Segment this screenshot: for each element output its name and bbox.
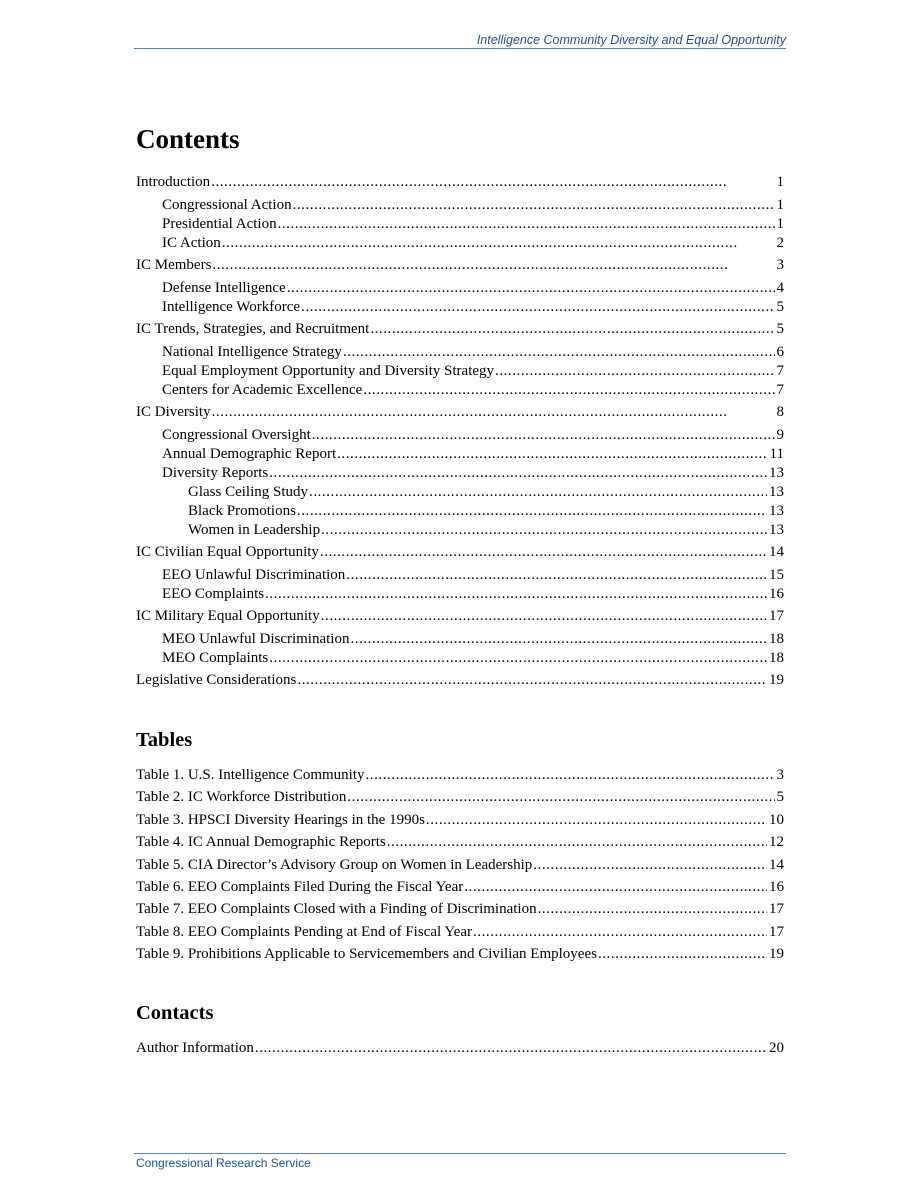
dot-leader [346,566,767,585]
entry-page-number: 19 [769,946,784,963]
entry-title: Black Promotions [188,502,296,519]
entry-title: Table 8. EEO Complaints Pending at End of Fiscal Year [136,923,472,940]
toc-entry[interactable] [136,234,784,253]
entry-title: Table 2. IC Workforce Distribution [136,789,347,806]
dot-leader [495,362,774,381]
entry-title: Centers for Academic Excellence [162,381,363,398]
toc-entry[interactable] [136,483,784,502]
dot-leader [343,343,775,362]
toc-entry[interactable] [136,585,784,604]
table-entry[interactable] [136,786,784,808]
dot-leader [255,1037,767,1059]
entry-title: Table 7. EEO Complaints Closed with a Finding of Discrimination [136,901,537,918]
dot-leader [265,585,767,604]
table-entry[interactable] [136,831,784,853]
toc-entry[interactable] [136,521,784,540]
dot-leader [212,256,774,275]
entry-title: IC Members [136,257,212,273]
toc-entry[interactable] [136,196,784,215]
dot-leader [598,943,767,965]
entry-page-number: 6 [776,343,784,360]
entry-title: IC Diversity [136,404,211,420]
entry-page-number: 16 [769,878,784,895]
entry-page-number: 5 [776,321,784,337]
entry-title: Equal Employment Opportunity and Diversity Strategy [162,362,495,379]
entry-title: Diversity Reports [162,464,269,481]
table-entry[interactable] [136,943,784,965]
dot-leader [350,630,767,649]
dot-leader [287,279,775,298]
dot-leader [426,809,767,831]
toc-entry[interactable] [136,566,784,585]
table-entry[interactable] [136,876,784,898]
entry-title: Table 4. IC Annual Demographic Reports [136,834,386,851]
table-entry[interactable] [136,854,784,876]
dot-leader [337,445,767,464]
entry-title: Table 5. CIA Director’s Advisory Group on Women in Leadership [136,856,533,873]
entry-page-number: 12 [769,834,784,851]
entry-title: IC Civilian Equal Opportunity [136,544,319,560]
tables-heading: Tables [136,729,193,751]
entry-page-number: 13 [769,502,784,519]
entry-title: Legislative Considerations [136,672,297,688]
entry-page-number: 20 [769,1040,784,1056]
dot-leader [269,649,767,668]
dot-leader [473,921,767,943]
dot-leader [347,786,774,808]
entry-page-number: 13 [769,464,784,481]
entry-page-number: 13 [769,521,784,538]
toc-entry[interactable] [136,607,784,626]
entry-title: National Intelligence Strategy [162,343,342,360]
dot-leader [387,831,767,853]
entry-page-number: 5 [776,298,784,315]
entry-page-number: 3 [776,767,784,783]
entry-page-number: 4 [776,279,784,296]
entry-title: MEO Complaints [162,649,269,666]
entry-title: IC Trends, Strategies, and Recruitment [136,321,370,337]
dot-leader [211,173,774,192]
entry-page-number: 17 [769,923,784,940]
entry-title: Women in Leadership [188,521,321,538]
entry-page-number: 14 [769,544,784,560]
toc-entry[interactable] [136,445,784,464]
entry-title: Annual Demographic Report [162,445,337,462]
entry-title: IC Action [162,234,221,251]
dot-leader [321,521,767,540]
entry-page-number: 16 [769,585,784,602]
entry-page-number: 7 [776,362,784,379]
running-footer: Congressional Research Service [136,1156,311,1170]
dot-leader [309,483,767,502]
entry-title: Defense Intelligence [162,279,286,296]
table-entry[interactable] [136,764,784,786]
entry-page-number: 18 [769,649,784,666]
dot-leader [297,671,767,690]
contents-list [136,173,784,690]
toc-entry[interactable] [136,502,784,521]
entry-page-number: 15 [769,566,784,583]
entry-title: Congressional Action [162,196,292,213]
dot-leader [301,298,774,317]
table-entry[interactable] [136,809,784,831]
tables-list [136,764,784,966]
toc-entry[interactable] [136,279,784,298]
entry-title: Table 6. EEO Complaints Filed During the Fiscal Year [136,878,464,895]
dot-leader [363,381,774,400]
entry-title: Table 9. Prohibitions Applicable to Servicemembers and Civilian Employees [136,946,597,963]
dot-leader [293,196,775,215]
entry-title: MEO Unlawful Discrimination [162,630,350,647]
table-entry[interactable] [136,921,784,943]
entry-page-number: 11 [769,445,784,462]
toc-entry[interactable] [136,426,784,445]
toc-entry[interactable] [136,343,784,362]
entry-page-number: 14 [769,856,784,873]
entry-page-number: 18 [769,630,784,647]
toc-entry[interactable] [136,649,784,668]
contents-heading: Contents [136,124,240,154]
entry-page-number: 17 [769,901,784,918]
entry-page-number: 17 [769,608,784,624]
dot-leader [312,426,775,445]
toc-entry[interactable] [136,362,784,381]
dot-leader [278,215,775,234]
entry-title: Table 3. HPSCI Diversity Hearings in the 1990s [136,811,425,828]
toc-entry[interactable] [136,381,784,400]
entry-title: Presidential Action [162,215,277,232]
entry-title: EEO Complaints [162,585,265,602]
entry-title: Intelligence Workforce [162,298,301,315]
table-entry[interactable] [136,1037,784,1059]
toc-entry[interactable] [136,630,784,649]
entry-title: Author Information [136,1040,254,1056]
entry-page-number: 7 [776,381,784,398]
toc-entry[interactable] [136,543,784,562]
dot-leader [321,607,767,626]
dot-leader [212,403,775,422]
dot-leader [320,543,767,562]
entry-title: Congressional Oversight [162,426,311,443]
entry-page-number: 3 [776,257,784,273]
contacts-heading: Contacts [136,1002,214,1024]
toc-entry[interactable] [136,403,784,422]
toc-entry[interactable] [136,215,784,234]
entry-page-number: 1 [776,196,784,213]
toc-entry[interactable] [136,256,784,275]
toc-entry[interactable] [136,320,784,339]
table-entry[interactable] [136,898,784,920]
entry-title: Glass Ceiling Study [188,483,309,500]
contacts-list [136,1037,784,1059]
header-rule [134,48,786,49]
dot-leader [269,464,767,483]
entry-title: EEO Unlawful Discrimination [162,566,346,583]
dot-leader [366,764,775,786]
dot-leader [464,876,767,898]
entry-page-number: 10 [769,811,784,828]
dot-leader [533,854,767,876]
entry-title: IC Military Equal Opportunity [136,608,320,624]
footer-rule [134,1153,786,1154]
entry-page-number: 1 [776,215,784,232]
entry-title: Introduction [136,174,211,190]
entry-page-number: 13 [769,483,784,500]
dot-leader [297,502,767,521]
dot-leader [222,234,775,253]
entry-page-number: 2 [776,234,784,251]
entry-page-number: 9 [776,426,784,443]
entry-page-number: 8 [776,404,784,420]
toc-entry[interactable] [136,173,784,192]
entry-page-number: 5 [776,789,784,806]
dot-leader [370,320,774,339]
running-header: Intelligence Community Diversity and Equal Opportunity [476,33,786,47]
toc-entry[interactable] [136,298,784,317]
dot-leader [538,898,767,920]
toc-entry[interactable] [136,464,784,483]
entry-page-number: 1 [776,174,784,190]
entry-title: Table 1. U.S. Intelligence Community [136,767,365,783]
toc-entry[interactable] [136,671,784,690]
entry-page-number: 19 [769,672,784,688]
